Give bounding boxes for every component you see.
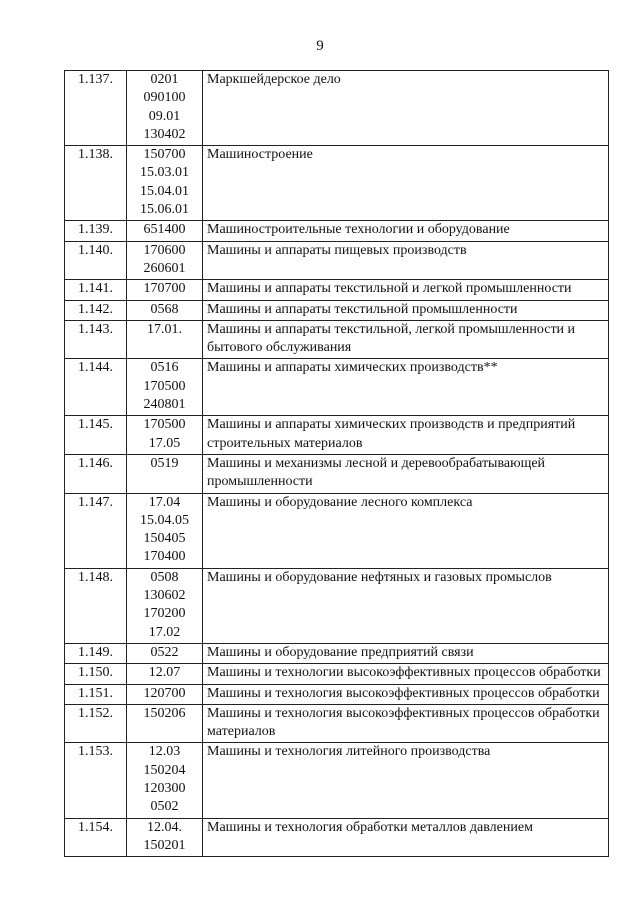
specialty-code: 17.05 (148, 435, 181, 451)
table-row (65, 416, 609, 455)
specialty-code: 170500 (143, 417, 186, 433)
specialty-codes (127, 568, 203, 643)
specialty-name: Маркшейдерское дело (203, 71, 609, 146)
specialty-name: Машины и оборудование нефтяных и газовых промыслов (203, 568, 609, 643)
specialty-codes (127, 359, 203, 416)
specialty-name: Машины и механизмы лесной и деревообрабатывающей промышленности (203, 454, 609, 493)
specialty-code: 120300 (143, 780, 186, 796)
specialty-codes (127, 704, 203, 743)
specialty-code: 0508 (150, 569, 179, 585)
specialty-code: 150405 (143, 531, 186, 547)
row-number: 1.138. (65, 146, 127, 221)
specialty-code: 170200 (143, 606, 186, 622)
row-number: 1.151. (65, 684, 127, 704)
specialty-code: 17.04 (148, 494, 181, 510)
specialty-code: 170700 (143, 281, 186, 297)
specialty-code: 15.04.05 (140, 512, 189, 528)
specialty-name: Машины и аппараты химических производств и предприятий строительных материалов (203, 416, 609, 455)
specialty-codes (127, 241, 203, 280)
table-row (65, 241, 609, 280)
table-row (65, 359, 609, 416)
table-row (65, 320, 609, 359)
table-row (65, 684, 609, 704)
table-row (65, 146, 609, 221)
specialty-code: 17.02 (148, 624, 181, 640)
page-number: 9 (316, 38, 324, 54)
specialty-code: 12.03 (148, 744, 181, 760)
table-row (65, 743, 609, 818)
row-number: 1.146. (65, 454, 127, 493)
specialty-name: Машины и аппараты пищевых производств (203, 241, 609, 280)
specialty-codes (127, 280, 203, 300)
specialty-code: 090100 (143, 90, 186, 106)
specialty-code: 170500 (143, 378, 186, 394)
specialty-code: 130402 (143, 126, 186, 142)
row-number: 1.137. (65, 71, 127, 146)
specialty-name: Машины и аппараты текстильной промышленности (203, 300, 609, 320)
specialty-codes (127, 71, 203, 146)
specialty-code: 260601 (143, 260, 186, 276)
specialty-codes (127, 300, 203, 320)
specialty-code: 0201 (150, 72, 179, 87)
specialty-name: Машины и оборудование предприятий связи (203, 643, 609, 663)
row-number: 1.142. (65, 300, 127, 320)
table-row (65, 818, 609, 857)
specialty-code: 150204 (143, 762, 186, 778)
specialty-code: 09.01 (148, 108, 181, 124)
specialty-name: Машиностроительные технологии и оборудование (203, 221, 609, 241)
specialty-name: Машины и технология литейного производства (203, 743, 609, 818)
row-number: 1.147. (65, 493, 127, 568)
specialty-code: 150201 (143, 837, 186, 853)
row-number: 1.153. (65, 743, 127, 818)
specialty-name: Машины и технология высокоэффективных процессов обработки материалов (203, 704, 609, 743)
row-number: 1.152. (65, 704, 127, 743)
table-row (65, 280, 609, 300)
specialty-codes (127, 454, 203, 493)
specialty-code: 12.07 (148, 665, 181, 681)
specialty-code: 240801 (143, 397, 186, 413)
table-row (65, 704, 609, 743)
row-number: 1.143. (65, 320, 127, 359)
specialty-code: 0502 (150, 799, 179, 815)
specialty-code: 12.04. (147, 819, 182, 835)
specialty-codes (127, 684, 203, 704)
specialty-code: 130602 (143, 588, 186, 604)
table-row (65, 454, 609, 493)
table-row (65, 71, 609, 146)
specialty-name: Машины и аппараты текстильной и легкой промышленности (203, 280, 609, 300)
specialty-code: 0568 (150, 301, 179, 317)
specialty-codes (127, 664, 203, 684)
specialty-codes (127, 493, 203, 568)
specialty-code: 150206 (143, 705, 186, 721)
specialty-code: 651400 (143, 222, 186, 238)
table-row (65, 493, 609, 568)
specialty-name: Машины и оборудование лесного комплекса (203, 493, 609, 568)
specialty-codes (127, 320, 203, 359)
table-row (65, 664, 609, 684)
row-number: 1.141. (65, 280, 127, 300)
row-number: 1.140. (65, 241, 127, 280)
specialty-name: Машины и технология высокоэффективных процессов обработки (203, 684, 609, 704)
row-number: 1.139. (65, 221, 127, 241)
specialty-code: 170600 (143, 242, 186, 258)
row-number: 1.145. (65, 416, 127, 455)
table-row (65, 568, 609, 643)
specialty-name: Машины и технология обработки металлов давлением (203, 818, 609, 857)
row-number: 1.150. (65, 664, 127, 684)
specialty-name: Машиностроение (203, 146, 609, 221)
table-row (65, 300, 609, 320)
specialty-code: 170400 (143, 549, 186, 565)
specialty-codes (127, 146, 203, 221)
table-row (65, 643, 609, 663)
specialty-codes (127, 221, 203, 241)
specialty-name: Машины и аппараты химических производств** (203, 359, 609, 416)
specialty-codes (127, 643, 203, 663)
table-row (65, 221, 609, 241)
specialty-code: 15.04.01 (140, 183, 189, 199)
row-number: 1.154. (65, 818, 127, 857)
specialty-code: 15.03.01 (140, 165, 189, 181)
row-number: 1.144. (65, 359, 127, 416)
specialty-code: 0516 (150, 360, 179, 376)
row-number: 1.149. (65, 643, 127, 663)
specialty-code: 15.06.01 (140, 202, 189, 218)
specialty-codes (127, 818, 203, 857)
row-number: 1.148. (65, 568, 127, 643)
specialty-codes (127, 743, 203, 818)
specialty-code: 0519 (150, 455, 179, 471)
specialty-code: 17.01. (147, 321, 182, 337)
specialty-code: 150700 (143, 147, 186, 163)
specialty-name: Машины и аппараты текстильной, легкой промышленности и бытового обслуживания (203, 320, 609, 359)
specialty-code: 120700 (143, 685, 186, 701)
specialty-code: 0522 (150, 644, 179, 660)
specialty-name: Машины и технологии высокоэффективных процессов обработки (203, 664, 609, 684)
specialty-codes (127, 416, 203, 455)
specialties-table (64, 70, 609, 857)
